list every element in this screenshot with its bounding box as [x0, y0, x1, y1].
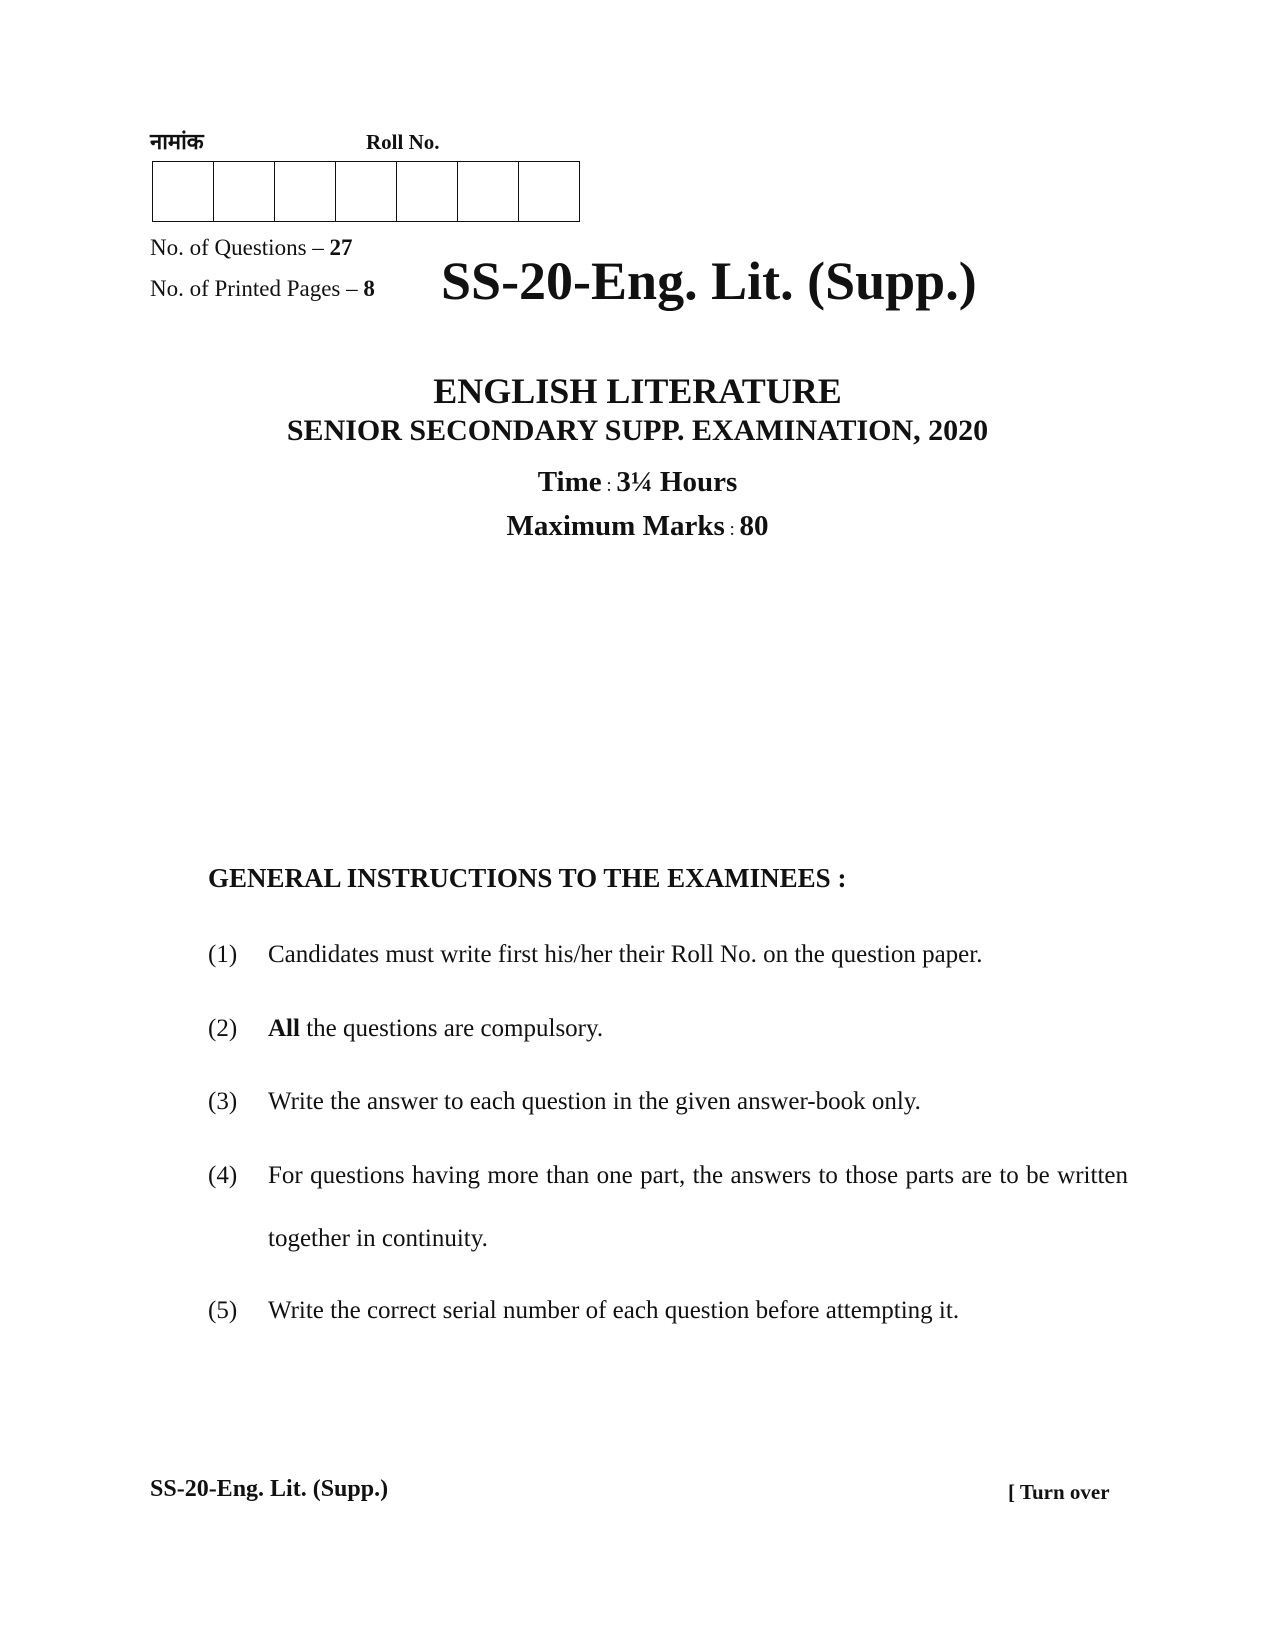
instruction-text: Write the answer to each question in the given answer-book only.: [268, 1088, 921, 1115]
roll-digit-box[interactable]: [397, 162, 458, 221]
subject-title: ENGLISH LITERATURE: [433, 371, 842, 411]
question-count: [150, 235, 353, 261]
printed-pages-label: No. of Printed Pages –: [150, 276, 364, 301]
instruction-number: (5): [208, 1297, 238, 1324]
instruction-number: (2): [208, 1015, 238, 1042]
instruction-number: (4): [208, 1162, 238, 1189]
roll-digit-box[interactable]: [153, 162, 214, 221]
instruction-text: Write the correct serial number of each question before attempting it.: [268, 1297, 960, 1324]
marks-separator: :: [724, 519, 740, 540]
instructions-heading: GENERAL INSTRUCTIONS TO THE EXAMINEES :: [208, 863, 847, 893]
roll-label-hindi: नामांक: [150, 130, 204, 155]
exam-name: SENIOR SECONDARY SUPP. EXAMINATION, 2020: [286, 414, 989, 447]
time-label: Time: [537, 466, 602, 498]
turn-over-note: [ Turn over: [1008, 1480, 1110, 1504]
question-count-label: No. of Questions –: [150, 235, 330, 260]
instruction-text: Candidates must write first his/her their Roll No. on the question paper.: [268, 941, 983, 968]
instruction-number: (3): [208, 1088, 238, 1115]
marks-label: Maximum Marks: [506, 510, 725, 542]
printed-pages-count: [150, 276, 375, 302]
question-count-value: 27: [329, 235, 353, 260]
maximum-marks: [0, 510, 1275, 543]
roll-number-boxes: [152, 161, 580, 222]
roll-label-english: Roll No.: [366, 130, 440, 154]
printed-pages-value: 8: [363, 276, 375, 301]
footer-paper-code: SS-20-Eng. Lit. (Supp.): [150, 1476, 389, 1502]
roll-digit-box[interactable]: [214, 162, 275, 221]
instruction-text: All the questions are compulsory.: [268, 1015, 604, 1042]
roll-digit-box[interactable]: [275, 162, 336, 221]
time-separator: :: [601, 475, 617, 496]
roll-digit-box[interactable]: [458, 162, 519, 221]
instruction-number: (1): [208, 941, 238, 968]
roll-digit-box[interactable]: [336, 162, 397, 221]
marks-value: 80: [739, 510, 769, 542]
paper-code: SS-20-Eng. Lit. (Supp.): [441, 251, 977, 311]
roll-digit-box[interactable]: [519, 162, 579, 221]
time-value: 3¼ Hours: [616, 466, 738, 498]
instruction-text: For questions having more than one part, the answers to those parts are to be written together in continuity.: [268, 1162, 1128, 1252]
time-allowed: [0, 466, 1275, 499]
